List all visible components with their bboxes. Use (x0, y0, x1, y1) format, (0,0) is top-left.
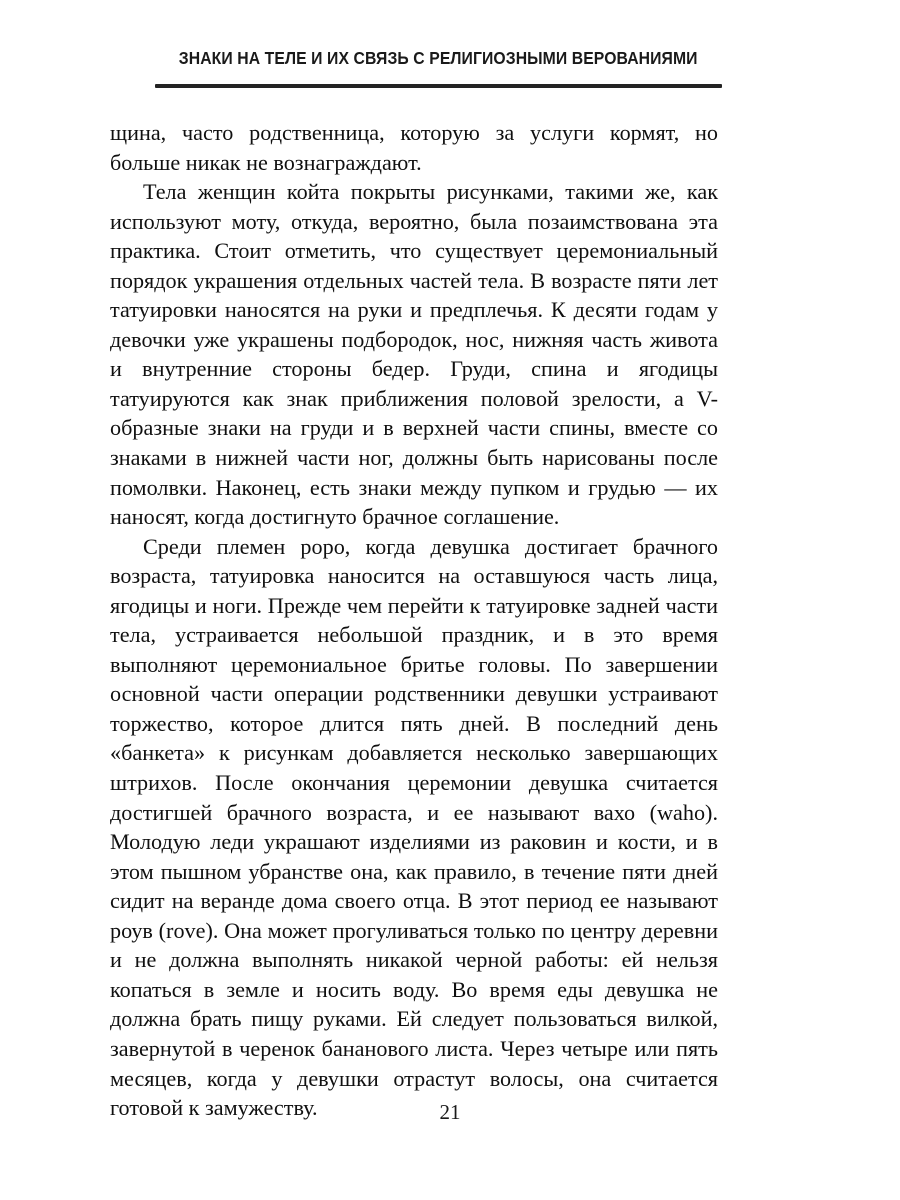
body-text-block (110, 118, 718, 1123)
header-divider-rule (155, 84, 722, 88)
page-number: 21 (439, 1100, 461, 1124)
paragraph: Тела женщин койта покрыты рисунками, такими же, как используют моту, откуда, вероятно, была позаимствована эта практика. Стоит отметить, что существует церемониальный порядок украшения отдельных частей тела. В возрасте пяти лет татуировки наносятся на руки и предплечья. К десяти годам у девочки уже украшены подбородок, нос, нижняя часть живота и внутренние стороны бедер. Груди, спина и ягодицы татуируются как знак приближения половой зрелости, а V-образные знаки на груди и в верхней части спины, вместе со знаками в нижней части ног, должны быть нарисованы после помолвки. Наконец, есть знаки между пупком и грудью — их наносят, когда достигнуто брачное соглашение. (110, 179, 718, 530)
running-head: ЗНАКИ НА ТЕЛЕ И ИХ СВЯЗЬ С РЕЛИГИОЗНЫМИ ВЕРОВАНИЯМИ (178, 48, 698, 68)
paragraph: щина, часто родственница, которую за услуги кормят, но больше никак не вознаграждают. (110, 120, 718, 175)
paragraph: Среди племен роро, когда девушка достигает брачного возраста, татуировка наносится на оставшуюся часть лица, ягодицы и ноги. Прежде чем перейти к татуировке задней части тела, устраивается небольшой праздник, и в это время выполняют церемониальное бритье головы. По завершении основной части операции родственники девушки устраивают торжество, которое длится пять дней. В последний день «банкета» к рисункам добавляется несколько завершающих штрихов. После окончания церемонии девушка считается достигшей брачного возраста, и ее называют вахо (waho). Молодую леди украшают изделиями из раковин и кости, и в этом пышном убранстве она, как правило, в течение пяти дней сидит на веранде дома своего отца. В этот период ее называют роув (rove). Она может прогуливаться только по центру деревни и не должна выполнять никакой черной работы: ей нельзя копаться в земле и носить воду. Во время еды девушка не должна брать пищу руками. Ей следует пользоваться вилкой, завернутой в черенок бананового листа. Через четыре или пять месяцев, когда у девушки отрастут волосы, она считается готовой к замужеству. (110, 533, 718, 1121)
